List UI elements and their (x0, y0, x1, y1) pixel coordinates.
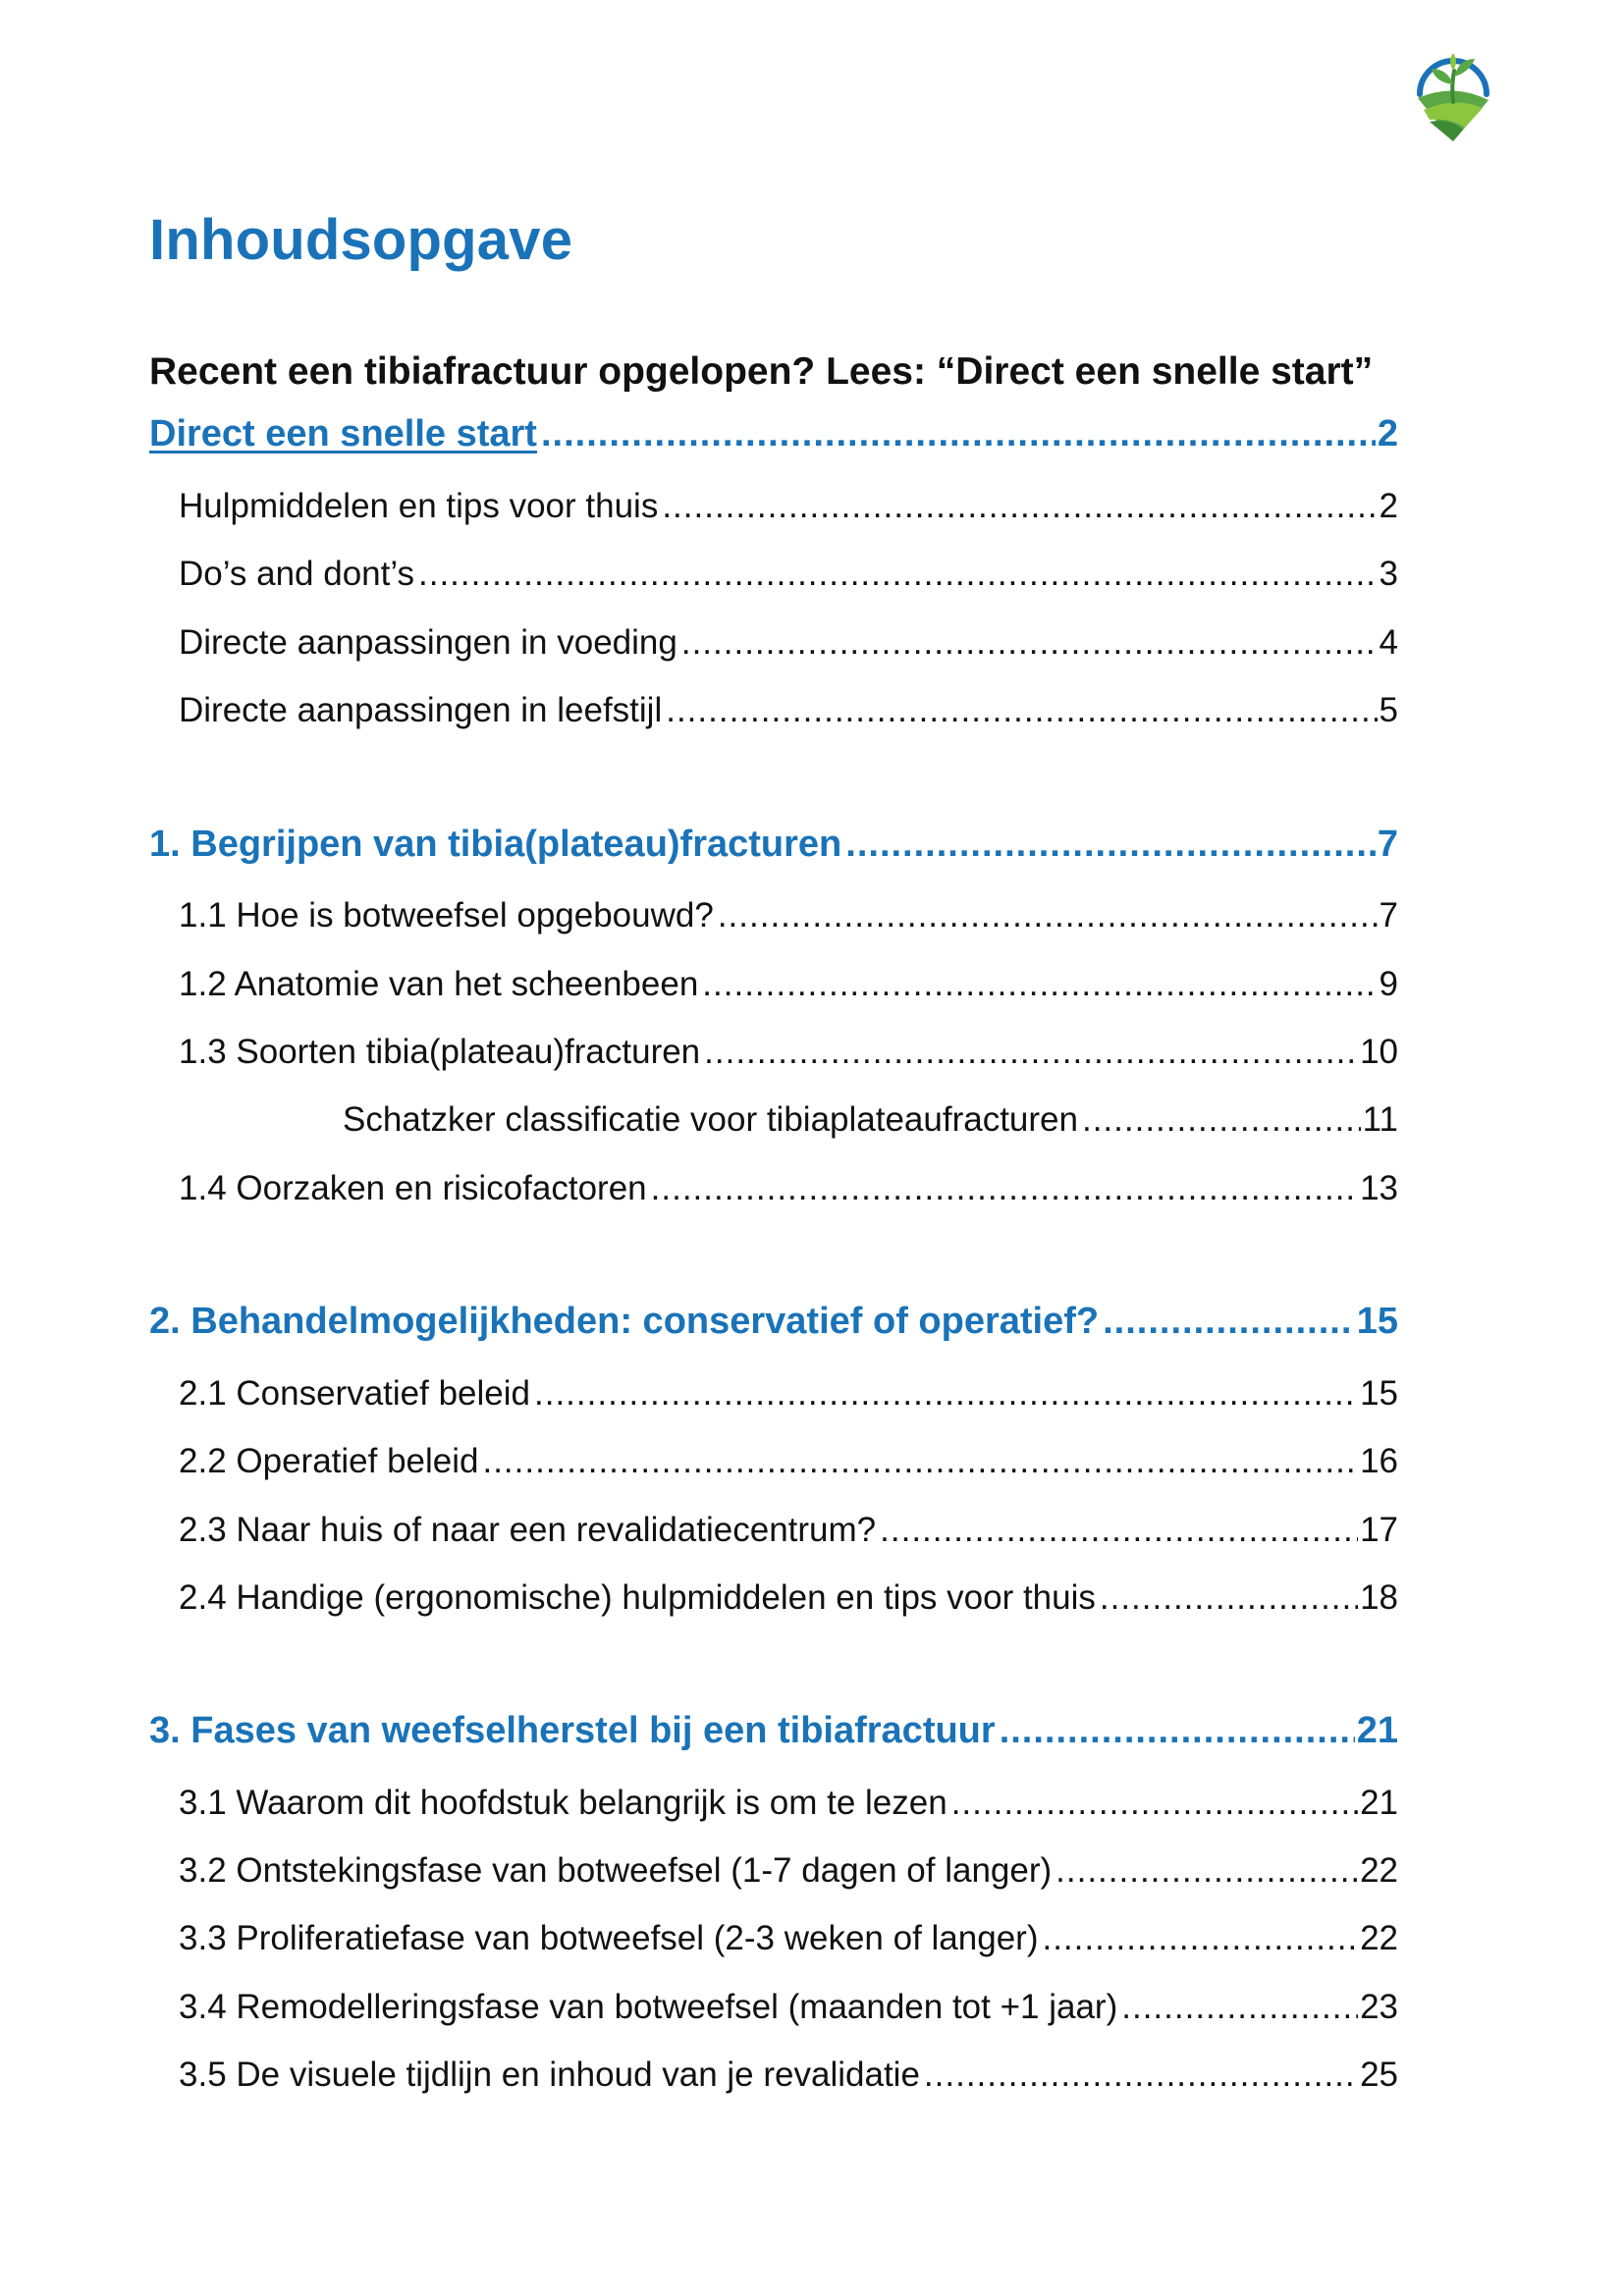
dot-leader (662, 484, 1377, 529)
toc-section[interactable] (179, 962, 1398, 1007)
dot-leader (1121, 1985, 1358, 2030)
toc-entry-title: 1.1 Hoe is botweefsel opgebouwd? (179, 896, 714, 934)
toc-page-number: 2 (1379, 487, 1398, 525)
dot-leader (951, 1781, 1358, 1826)
toc-section[interactable] (179, 1030, 1398, 1075)
toc-section[interactable] (179, 1371, 1398, 1416)
dot-leader (845, 817, 1376, 872)
toc-entry-title: 3.4 Remodelleringsfase van botweefsel (maanden tot +1 jaar) (179, 1988, 1118, 2026)
toc-page-number: 21 (1360, 1784, 1398, 1822)
toc-page-number: 9 (1379, 965, 1398, 1003)
toc-page-number: 15 (1356, 1301, 1398, 1342)
toc-chapter-1[interactable] (149, 817, 1398, 872)
dot-leader (1082, 1097, 1361, 1143)
toc-page-number: 16 (1360, 1442, 1398, 1480)
dot-leader (704, 1030, 1358, 1075)
dot-leader (666, 688, 1377, 733)
toc-section[interactable] (179, 1575, 1398, 1621)
toc-entry-title: Do’s and dont’s (179, 555, 414, 593)
dot-leader (1100, 1575, 1358, 1621)
dot-leader (418, 552, 1378, 597)
toc-page-number: 23 (1360, 1988, 1398, 2026)
dot-leader (651, 1166, 1358, 1211)
toc-entry-title: 3.1 Waarom dit hoofdstuk belangrijk is om te lezen (179, 1784, 947, 1822)
toc-section[interactable] (179, 1985, 1398, 2030)
toc-page-number: 13 (1360, 1169, 1398, 1207)
toc-page-number: 21 (1356, 1710, 1398, 1751)
toc-chapter-3[interactable] (149, 1703, 1398, 1758)
toc-entry-title: Directe aanpassingen in leefstijl (179, 691, 663, 729)
sprout-logo-icon (1408, 43, 1498, 145)
page-title: Inhoudsopgave (149, 208, 573, 272)
toc-entry-title: Direct een snelle start (149, 413, 537, 454)
toc-page-number: 4 (1379, 623, 1398, 662)
dot-leader (482, 1439, 1358, 1484)
toc-subsection[interactable] (343, 1097, 1398, 1143)
toc-page-number: 15 (1360, 1374, 1398, 1413)
toc-section[interactable] (179, 893, 1398, 938)
toc-entry-title: 1. Begrijpen van tibia(plateau)fracturen (149, 824, 842, 865)
toc-section[interactable] (179, 1781, 1398, 1826)
toc-entry-title: Schatzker classificatie voor tibiaplateaufracturen (343, 1100, 1078, 1139)
toc-section[interactable] (179, 1439, 1398, 1484)
toc-chapter-2[interactable] (149, 1294, 1398, 1349)
toc-section[interactable] (179, 484, 1398, 529)
dot-leader (534, 1371, 1358, 1416)
dot-leader (1056, 1848, 1358, 1894)
toc-entry-title: 2.4 Handige (ergonomische) hulpmiddelen en tips voor thuis (179, 1578, 1096, 1617)
toc-entry-title: 2.1 Conservatief beleid (179, 1374, 530, 1413)
dot-leader (718, 893, 1378, 938)
toc-section[interactable] (179, 1848, 1398, 1894)
toc-entry-title: 1.2 Anatomie van het scheenbeen (179, 965, 699, 1003)
toc-page-number: 3 (1379, 555, 1398, 593)
intro-note: Recent een tibiafractuur opgelopen? Lees: “Direct een snelle start” (149, 350, 1374, 393)
toc-entry-title: 3. Fases van weefselherstel bij een tibiafractuur (149, 1710, 996, 1751)
dot-leader (1042, 1916, 1358, 1961)
toc-page-number: 25 (1360, 2056, 1398, 2094)
dot-leader (702, 962, 1377, 1007)
toc-page-number: 2 (1377, 413, 1398, 454)
toc-entry-title: 2. Behandelmogelijkheden: conservatief of operatief? (149, 1301, 1100, 1342)
toc-entry-title: 2.2 Operatief beleid (179, 1442, 479, 1480)
toc-page-number: 11 (1362, 1100, 1398, 1139)
toc-page-number: 18 (1360, 1578, 1398, 1617)
toc-chapter-start[interactable] (149, 406, 1398, 461)
dot-leader (880, 1508, 1358, 1553)
toc-entry-title: 3.3 Proliferatiefase van botweefsel (2-3 weken of langer) (179, 1919, 1039, 1957)
toc-page-number: 22 (1360, 1851, 1398, 1890)
dot-leader (1000, 1703, 1355, 1758)
toc-page-number: 7 (1377, 824, 1398, 865)
toc-section[interactable] (179, 620, 1398, 666)
toc-entry-title: Hulpmiddelen en tips voor thuis (179, 487, 659, 525)
toc-section[interactable] (179, 1166, 1398, 1211)
toc-page-number: 22 (1360, 1919, 1398, 1957)
toc-entry-title: 1.3 Soorten tibia(plateau)fracturen (179, 1033, 701, 1071)
toc-entry-title: 1.4 Oorzaken en risicofactoren (179, 1169, 647, 1207)
dot-leader (681, 620, 1378, 666)
toc-section[interactable] (179, 688, 1398, 733)
toc-entry-title: 3.5 De visuele tijdlijn en inhoud van je revalidatie (179, 2056, 920, 2094)
toc-section[interactable] (179, 552, 1398, 597)
dot-leader (1103, 1294, 1355, 1349)
toc-page-number: 10 (1360, 1033, 1398, 1071)
toc-entry-title: Directe aanpassingen in voeding (179, 623, 677, 662)
toc-entry-title: 2.3 Naar huis of naar een revalidatiecentrum? (179, 1511, 877, 1549)
dot-leader (541, 406, 1376, 461)
toc-page-number: 5 (1379, 691, 1398, 729)
toc-entry-title: 3.2 Ontstekingsfase van botweefsel (1-7 dagen of langer) (179, 1851, 1053, 1890)
dot-leader (924, 2053, 1358, 2098)
toc-section[interactable] (179, 1916, 1398, 1961)
toc-page-number: 17 (1360, 1511, 1398, 1549)
toc-page-number: 7 (1379, 896, 1398, 934)
toc-section[interactable] (179, 1508, 1398, 1553)
toc-section[interactable] (179, 2053, 1398, 2098)
